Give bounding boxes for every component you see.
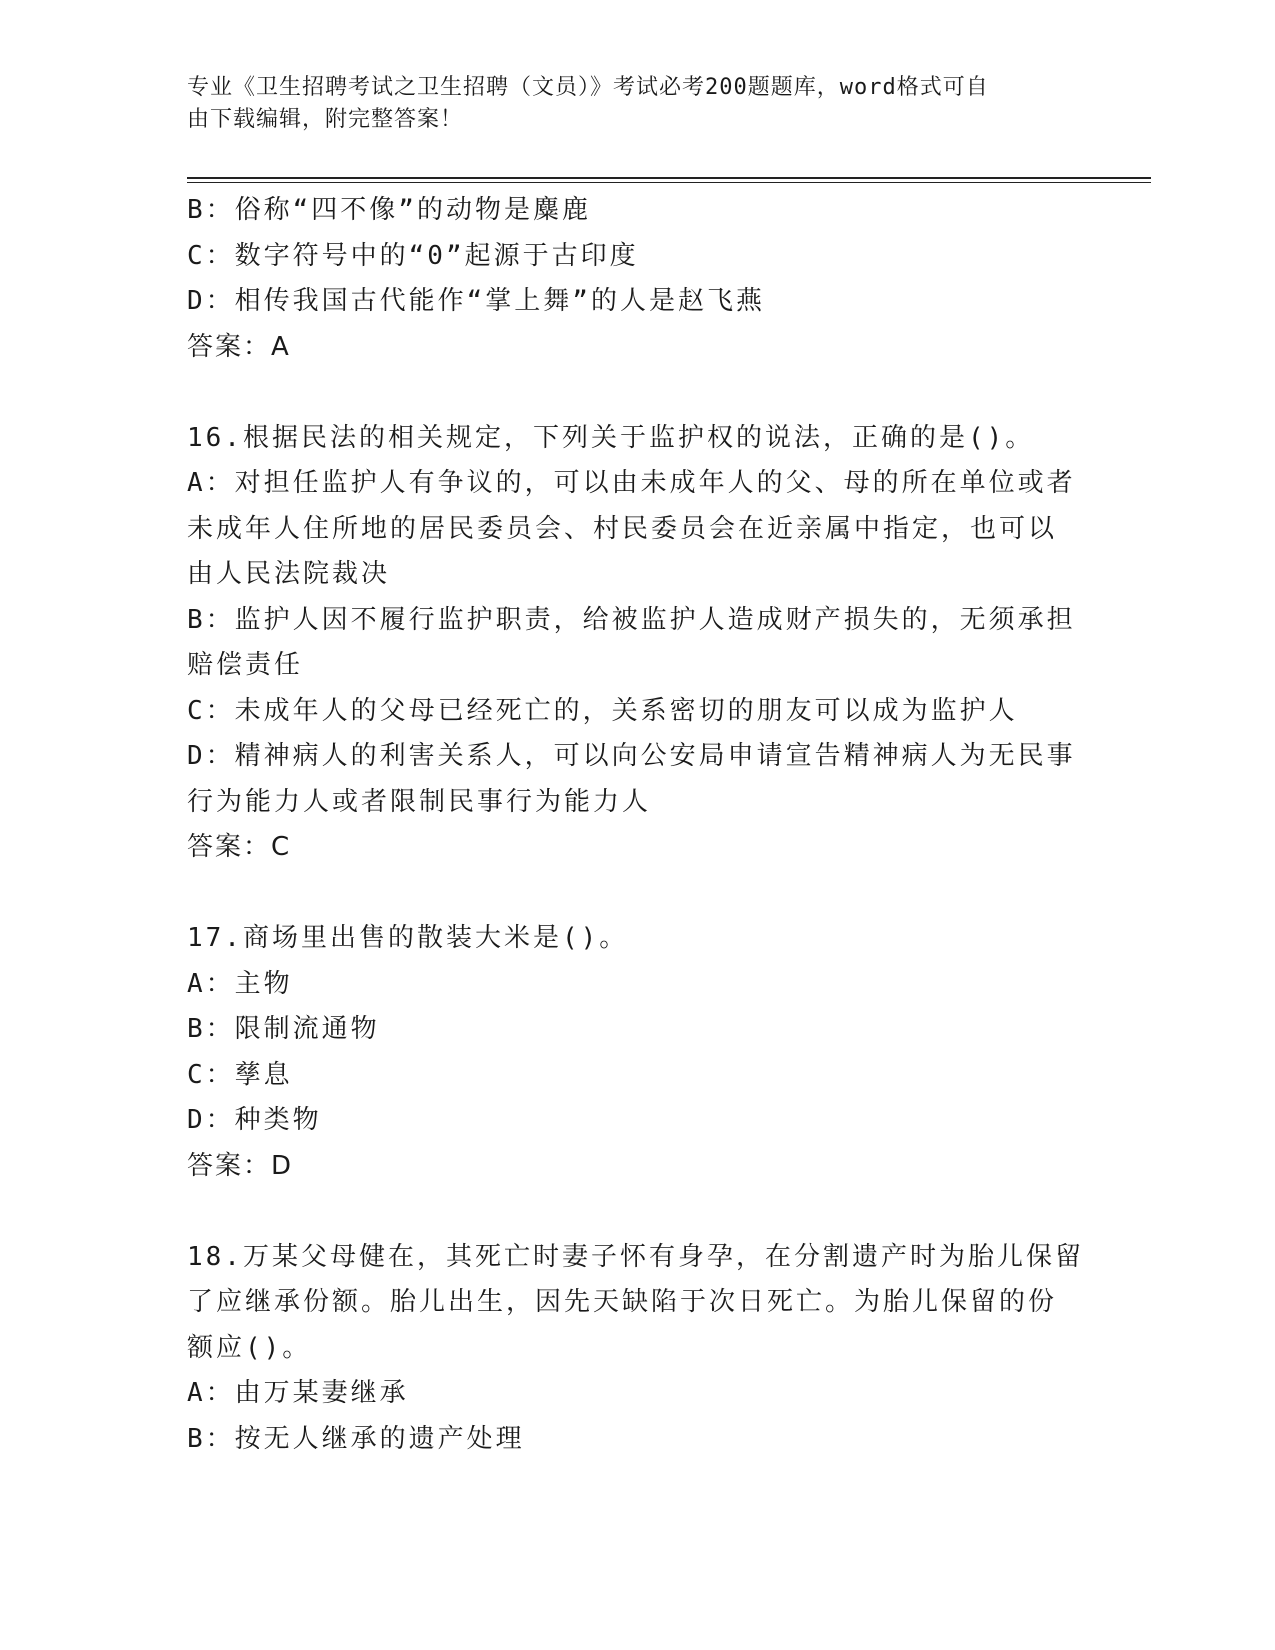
answer: 答案：D <box>187 1150 294 1181</box>
spacer <box>187 871 1087 917</box>
option-c: C：孳息 <box>187 1059 293 1090</box>
header-line-1: 专业《卫生招聘考试之卫生招聘（文员）》考试必考200题题库，word格式可自 <box>187 75 989 100</box>
option-a-line-2: 未成年人住所地的居民委员会、村民委员会在近亲属中指定，也可以 <box>187 513 1058 544</box>
question-text-line-1: 18.万某父母健在，其死亡时妻子怀有身孕，在分割遗产时为胎儿保留 <box>187 1241 1084 1272</box>
question-16 <box>187 416 1087 871</box>
question-17 <box>187 916 1087 1189</box>
option-b-line-1: B：监护人因不履行监护职责，给被监护人造成财产损失的，无须承担 <box>187 604 1076 635</box>
option-b: B：限制流通物 <box>187 1014 380 1044</box>
answer: 答案：C <box>187 832 292 862</box>
option-a: A：主物 <box>187 968 293 999</box>
option-b: B：按无人继承的遗产处理 <box>187 1423 525 1454</box>
option-a-line-1: A：对担任监护人有争议的，可以由未成年人的父、母的所在单位或者 <box>187 468 1076 498</box>
question-15-continued <box>187 188 1087 370</box>
option-a: A：由万某妻继承 <box>187 1378 409 1408</box>
option-b-line-2: 赔偿责任 <box>187 650 304 680</box>
document-header <box>187 72 1067 136</box>
header-divider-thin <box>187 182 1151 183</box>
option-d: D：相传我国古代能作“掌上舞”的人是赵飞燕 <box>187 286 765 316</box>
option-a-line-3: 由人民法院裁决 <box>187 559 391 589</box>
option-d: D：种类物 <box>187 1105 322 1135</box>
question-text: 16.根据民法的相关规定，下列关于监护权的说法，正确的是()。 <box>187 422 1035 453</box>
option-c: C：未成年人的父母已经死亡的，关系密切的朋友可以成为监护人 <box>187 695 1018 726</box>
option-d-line-2: 行为能力人或者限制民事行为能力人 <box>187 786 652 817</box>
question-text-line-3: 额应()。 <box>187 1332 312 1363</box>
spacer <box>187 1189 1087 1235</box>
spacer <box>187 370 1087 416</box>
question-text: 17.商场里出售的散装大米是()。 <box>187 923 629 953</box>
option-d-line-1: D：精神病人的利害关系人，可以向公安局申请宣告精神病人为无民事 <box>187 741 1076 771</box>
question-text-line-2: 了应继承份额。胎儿出生，因先天缺陷于次日死亡。为胎儿保留的份 <box>187 1287 1058 1317</box>
document-body <box>187 188 1087 1462</box>
header-line-2: 由下载编辑，附完整答案！ <box>187 107 464 132</box>
answer: 答案：A <box>187 331 291 362</box>
question-18 <box>187 1235 1087 1463</box>
option-c: C：数字符号中的“0”起源于古印度 <box>187 240 639 271</box>
option-b: B：俗称“四不像”的动物是麋鹿 <box>187 195 591 225</box>
header-divider-thick <box>187 177 1151 179</box>
